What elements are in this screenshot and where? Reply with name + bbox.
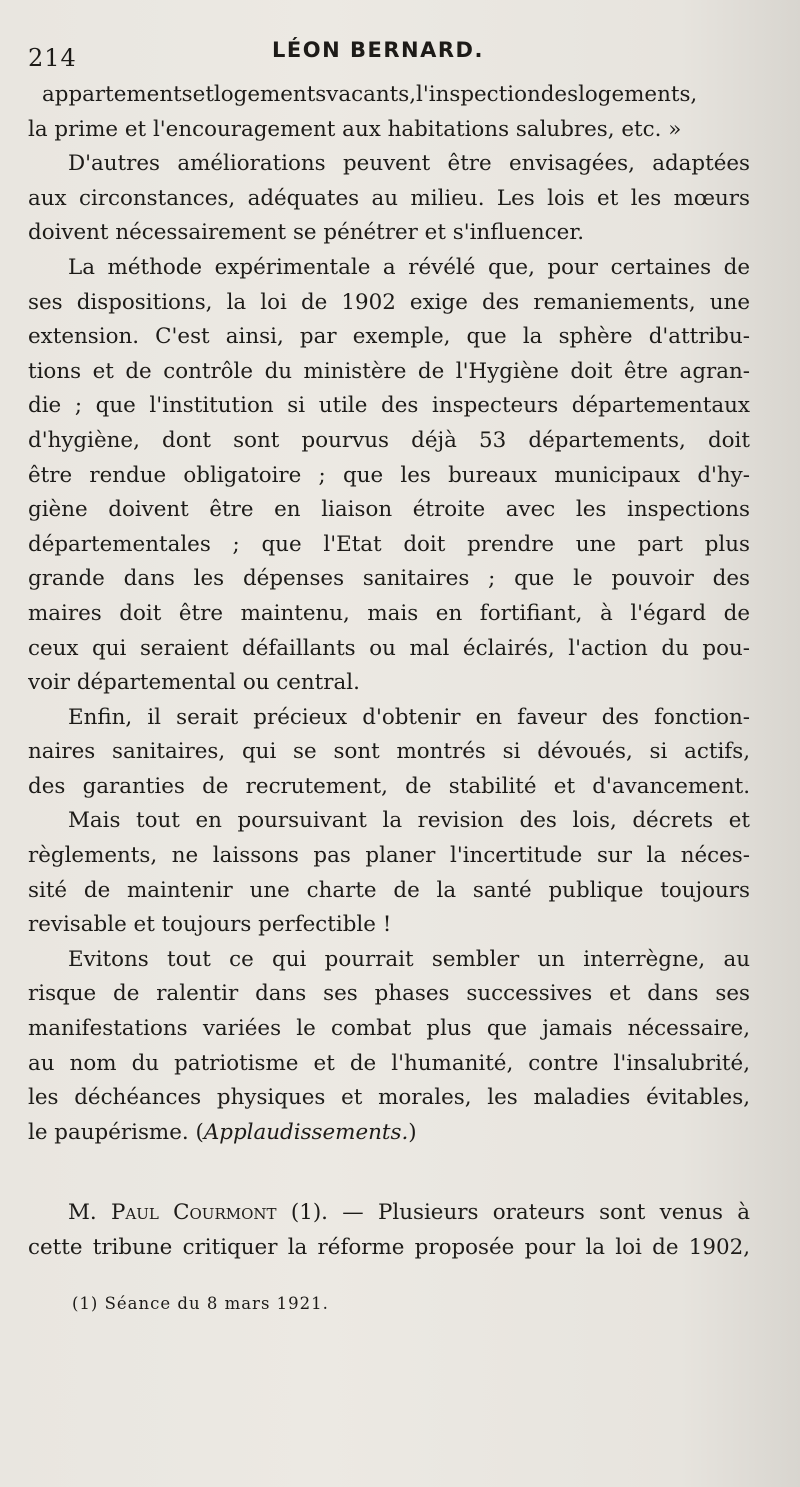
text-line: être rendue obligatoire ; que les bureaux municipaux d'hy- (28, 462, 750, 488)
running-head-author: LÉON BERNARD. (272, 38, 484, 62)
text-line: giène doivent être en liaison étroite avec les inspections (28, 497, 750, 523)
running-head (28, 38, 728, 72)
speaker-text: — Plusieurs orateurs sont venus à (342, 1200, 750, 1226)
text-line: départementales ; que l'Etat doit prendre une part plus (28, 531, 750, 557)
body-text (28, 78, 750, 1266)
text-line: doivent nécessairement se pénétrer et s'influencer. (28, 220, 584, 246)
text-line: le paupérisme. (28, 1119, 189, 1145)
text-line: au nom du patriotisme et de l'humanité, contre l'insalubrité, (28, 1050, 750, 1076)
footnote-ref: (1). (290, 1200, 328, 1226)
text-line: aux circonstances, adéquates au milieu. Les lois et les mœurs (28, 185, 750, 211)
text-line: Evitons tout ce qui pourrait sembler un interrègne, au (68, 946, 750, 972)
text-line: naires sanitaires, qui se sont montrés si dévoués, si actifs, (28, 739, 750, 765)
text-line: Enfin, il serait précieux d'obtenir en faveur des fonction- (68, 704, 750, 730)
text-line: la prime et l'encouragement aux habitations salubres, etc. » (28, 116, 682, 142)
text-line: D'autres améliorations peuvent être envisagées, adaptées (68, 151, 750, 177)
text-line: cette tribune critiquer la réforme proposée pour la loi de 1902, (28, 1235, 750, 1260)
text-line: La méthode expérimentale a révélé que, pour certaines de (68, 254, 750, 280)
text-line: grande dans les dépenses sanitaires ; que le pouvoir des (28, 566, 750, 592)
page-number: 214 (28, 44, 77, 72)
speaker-name: Paul Courmont (111, 1200, 277, 1226)
text-line: ceux qui seraient défaillants ou mal éclairés, l'action du pou- (28, 635, 750, 661)
section-gap (28, 1150, 750, 1196)
footnote: (1) Séance du 8 mars 1921. (72, 1294, 329, 1313)
text-line: des garanties de recrutement, de stabilité et d'avancement. (28, 773, 750, 799)
speaker-prefix: M. (68, 1200, 97, 1226)
text-line: règlements, ne laissons pas planer l'incertitude sur la néces- (28, 843, 750, 869)
text-line: ses dispositions, la loi de 1902 exige des remaniements, une (28, 289, 750, 315)
applause-note: Applaudissements. (203, 1119, 409, 1145)
text-line: manifestations variées le combat plus que jamais nécessaire, (28, 1016, 750, 1042)
text-line: appartementsetlogementsvacants,l'inspectiondeslogements, (42, 82, 698, 107)
text-line: risque de ralentir dans ses phases successives et dans ses (28, 981, 750, 1007)
text-line: revisable et toujours perfectible ! (28, 912, 392, 938)
text-line: voir départemental ou central. (28, 670, 360, 696)
text-line-applause: le paupérisme. (Applaudissements.) (28, 1119, 417, 1145)
text-line: maires doit être maintenu, mais en fortifiant, à l'égard de (28, 600, 750, 626)
text-line: tions et de contrôle du ministère de l'Hygiène doit être agran- (28, 358, 750, 384)
text-line: Mais tout en poursuivant la revision des lois, décrets et (68, 808, 750, 834)
text-line: extension. C'est ainsi, par exemple, que la sphère d'attribu- (28, 324, 750, 350)
text-line: d'hygiène, dont sont pourvus déjà 53 départements, doit (28, 427, 750, 453)
text-line: sité de maintenir une charte de la santé publique toujours (28, 877, 750, 903)
speaker-line (28, 1196, 750, 1231)
text-line: die ; que l'institution si utile des inspecteurs départementaux (28, 393, 750, 419)
text-line: les déchéances physiques et morales, les maladies évitables, (28, 1085, 750, 1111)
